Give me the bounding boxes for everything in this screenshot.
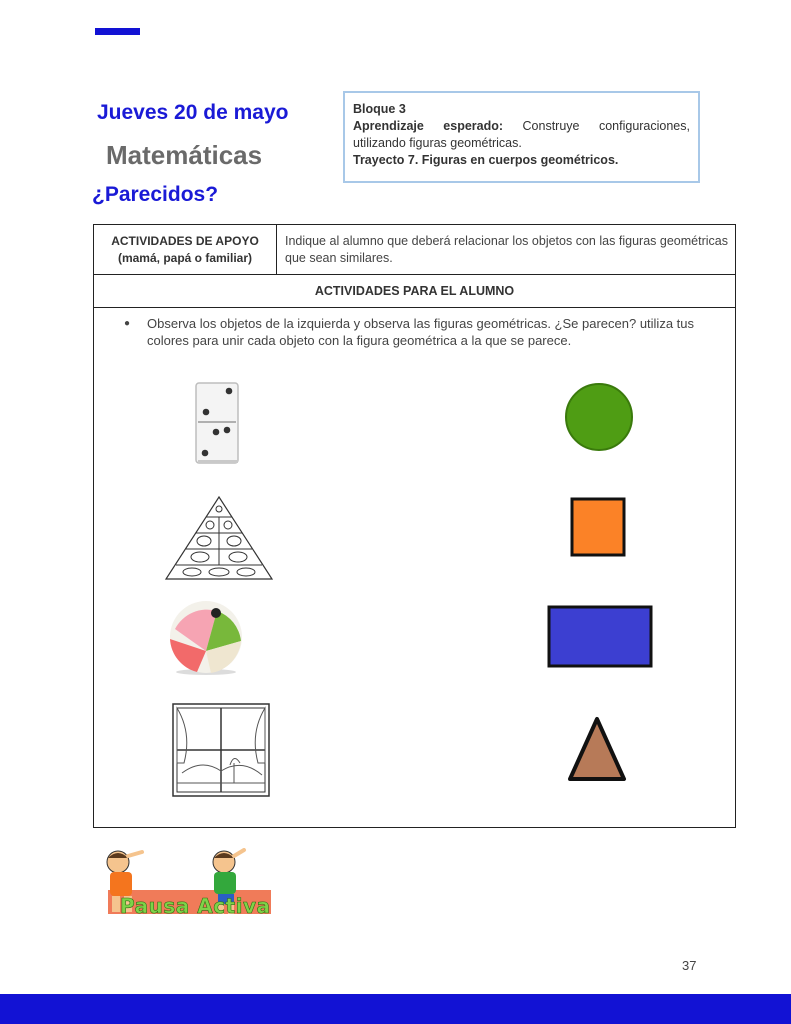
brown-triangle-shape (566, 715, 628, 783)
instruction-text: Observa los objetos de la izquierda y observa las figuras geométricas. ¿Se parecen? utiliza tus colores para unir cada objeto con la figura geométrica a la que se parece. (147, 316, 695, 348)
page-number: 37 (682, 958, 697, 973)
pausa-activa-graphic (98, 848, 274, 920)
green-circle-shape (564, 383, 634, 453)
activities-table (93, 224, 736, 828)
bottom-accent-bar (0, 994, 791, 1024)
support-label-line1: ACTIVIDADES DE APOYO (111, 234, 259, 248)
trayecto-label: Trayecto 7. Figuras en cuerpos geométricos. (353, 153, 619, 167)
student-activities-header: ACTIVIDADES PARA EL ALUMNO (94, 275, 735, 308)
support-label (94, 225, 277, 274)
window-image (172, 703, 270, 797)
blue-rectangle-shape (547, 605, 653, 669)
info-box (343, 91, 700, 183)
pausa-activa-text: Pausa Activa (120, 894, 271, 918)
bullet-icon: ● (124, 318, 131, 329)
beach-ball-image (167, 599, 245, 677)
orange-square-shape (570, 497, 626, 557)
aprendizaje-text: Construye configuraciones, utilizando figuras geométricas. (353, 119, 690, 150)
top-accent-bar (95, 28, 140, 35)
subject-title: Matemáticas (106, 140, 263, 170)
support-label-line2: (mamá, papá o familiar) (117, 251, 253, 265)
bloque-label: Bloque 3 (353, 102, 406, 116)
support-text: Indique al alumno que deberá relacionar los objetos con las figuras geométricas que sean similares. (285, 234, 728, 265)
lesson-title: ¿Parecidos? (92, 183, 219, 206)
food-pyramid-image (164, 495, 274, 581)
domino-tile-image (194, 381, 240, 465)
support-row (94, 225, 735, 275)
aprendizaje-label: Aprendizaje esperado: (353, 119, 504, 133)
date-title: Jueves 20 de mayo (97, 101, 289, 124)
